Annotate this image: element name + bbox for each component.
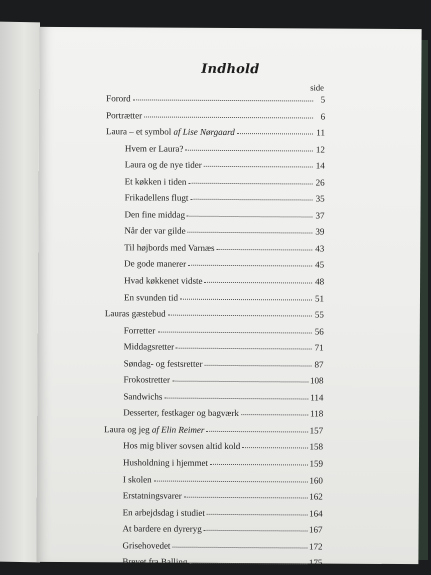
dot-leader	[180, 297, 312, 300]
toc-entry-page-number: 167	[309, 524, 323, 535]
dot-leader	[204, 165, 313, 168]
page-column-label: side	[310, 82, 325, 93]
toc-entry	[104, 391, 323, 409]
dot-leader	[144, 115, 313, 118]
toc-entry-page-number: 11	[316, 127, 326, 138]
book-page	[36, 27, 421, 568]
dot-leader	[190, 198, 312, 201]
dot-leader	[188, 264, 312, 267]
toc-entry-title: Hvem er Laura?	[124, 143, 184, 154]
toc-entry-page-number: 164	[309, 508, 323, 519]
toc-entry-page-number: 43	[315, 243, 325, 254]
facing-page-edge	[0, 22, 40, 563]
toc-entry-author: af Lise Nørgaard	[173, 126, 235, 138]
toc-entry-page-number: 48	[315, 276, 325, 287]
toc-entry-title: Desserter, festkager og bagværk	[123, 407, 239, 419]
toc-entry	[104, 507, 323, 525]
toc-entry	[104, 474, 323, 492]
toc-entry-title: Laura og de nye tider	[124, 159, 202, 171]
toc-entry-page-number: 158	[309, 441, 324, 453]
toc-entry	[105, 292, 324, 310]
toc-entry-page-number: 172	[308, 541, 323, 552]
dot-leader	[184, 496, 308, 499]
toc-entry	[105, 242, 324, 260]
toc-entry-page-number: 55	[314, 309, 324, 320]
dot-leader	[154, 479, 308, 482]
toc-entry-title: Frokostretter	[123, 374, 171, 385]
toc-entry-title: Lauras gæstebud	[104, 308, 166, 319]
toc-entry-title: Forord	[106, 93, 131, 104]
toc-entry-title: Laura og jeg af Elin Reimer	[104, 424, 205, 435]
dot-leader	[205, 281, 313, 284]
toc-entry-page-number: 39	[315, 226, 325, 237]
toc-entry-page-number: 87	[314, 359, 324, 370]
dot-leader	[164, 396, 308, 399]
toc-entry-page-number: 108	[309, 375, 324, 386]
toc-entry-title: Sandwichs	[123, 391, 163, 402]
toc-entry-title: I skolen	[122, 473, 152, 485]
toc-entry-title: Hos mig bliver sovsen altid kold	[123, 440, 241, 452]
dot-leader	[204, 529, 307, 532]
toc-entry	[104, 457, 323, 475]
toc-entry-title: Middagsretter	[123, 341, 175, 352]
toc-entry	[105, 325, 324, 343]
toc-entry-title: Et køkken i tiden	[124, 176, 187, 187]
toc-entry-page-number: 114	[310, 392, 324, 403]
toc-entry-title: Grisehovedet	[122, 540, 171, 551]
toc-entry-page-number: 118	[310, 408, 324, 419]
toc-entry	[103, 540, 322, 558]
toc-entry-page-number: 175	[308, 557, 323, 568]
toc-entry	[106, 176, 325, 194]
dot-leader	[189, 562, 307, 565]
toc-entry-title: Når der var gilde	[124, 225, 186, 237]
toc-entry	[104, 441, 323, 459]
toc-entry-author: af Elin Reimer	[151, 424, 205, 435]
toc-entry-page-number: 5	[320, 94, 326, 105]
toc-entry	[104, 424, 323, 442]
toc-entry-title: Brevet fra Balling	[122, 556, 188, 568]
toc-entry	[106, 143, 325, 161]
toc-entry	[104, 490, 323, 508]
toc-entry-page-number: 159	[309, 458, 324, 469]
dot-leader	[210, 463, 308, 466]
table-of-contents	[103, 93, 325, 574]
toc-entry-title: Søndag- og festsretter	[123, 358, 203, 369]
dot-leader	[172, 545, 307, 548]
dot-leader	[185, 148, 313, 151]
toc-entry	[106, 159, 325, 177]
dot-leader	[176, 347, 312, 350]
toc-entry-title: Den fine middag	[124, 209, 186, 220]
toc-entry	[105, 259, 324, 277]
toc-entry-page-number: 37	[315, 210, 325, 221]
toc-entry	[103, 557, 322, 575]
toc-entry-title: Forretter	[123, 325, 156, 336]
toc-entry-page-number: 157	[309, 425, 324, 436]
dot-leader	[188, 181, 312, 184]
toc-entry-page-number: 6	[320, 111, 326, 122]
toc-entry	[104, 408, 323, 426]
toc-entry-title: Portrætter	[106, 109, 143, 121]
toc-entry-title: En svunden tid	[123, 291, 179, 303]
dot-leader	[217, 248, 313, 251]
toc-entry-page-number: 162	[309, 491, 323, 502]
toc-entry-title: De gode manerer	[124, 258, 187, 270]
dot-leader	[133, 98, 314, 101]
toc-entry	[106, 193, 325, 211]
toc-entry-page-number: 12	[315, 144, 325, 155]
dot-leader	[172, 380, 308, 383]
toc-entry-title: At bardere en dyreryg	[122, 523, 202, 535]
toc-entry	[104, 523, 323, 541]
toc-entry-page-number: 14	[315, 160, 325, 171]
toc-entry	[106, 110, 325, 128]
toc-entry-title: Frikadellens flugt	[124, 192, 189, 204]
page-title: Indhold	[201, 61, 260, 78]
dot-leader	[187, 215, 313, 218]
toc-entry-page-number: 26	[315, 177, 325, 188]
toc-entry-title: Laura – et symbol af Lise Nørgaard	[105, 126, 235, 138]
dot-leader	[242, 447, 307, 449]
dot-leader	[188, 231, 313, 234]
toc-entry-title: Erstatningsvarer	[122, 490, 182, 501]
dot-leader	[241, 413, 308, 415]
toc-entry	[106, 126, 325, 144]
dot-leader	[168, 314, 312, 317]
dot-leader	[237, 132, 313, 134]
toc-entry-title: Til højbords med Varnæs	[124, 242, 215, 253]
toc-entry	[105, 226, 324, 244]
toc-entry-page-number: 56	[314, 326, 324, 337]
toc-entry	[105, 209, 324, 227]
toc-entry-page-number: 35	[315, 193, 325, 204]
toc-entry-title: Hvad køkkenet vidste	[124, 275, 203, 286]
dot-leader	[207, 513, 307, 516]
toc-entry	[105, 275, 324, 293]
toc-entry	[105, 308, 324, 326]
toc-entry-page-number: 160	[309, 475, 323, 486]
dot-leader	[205, 364, 312, 367]
toc-entry-page-number: 45	[315, 259, 325, 271]
dot-leader	[206, 430, 307, 433]
toc-entry	[105, 358, 324, 376]
toc-entry-page-number: 51	[314, 293, 325, 304]
toc-entry-title: En arbejdsdag i studiet	[122, 507, 205, 518]
dot-leader	[157, 330, 312, 333]
toc-entry-page-number: 71	[314, 342, 324, 353]
toc-entry-title: Husholdning i hjemmet	[122, 457, 209, 468]
toc-entry	[105, 341, 324, 359]
toc-entry	[106, 93, 325, 111]
toc-entry	[104, 375, 323, 393]
